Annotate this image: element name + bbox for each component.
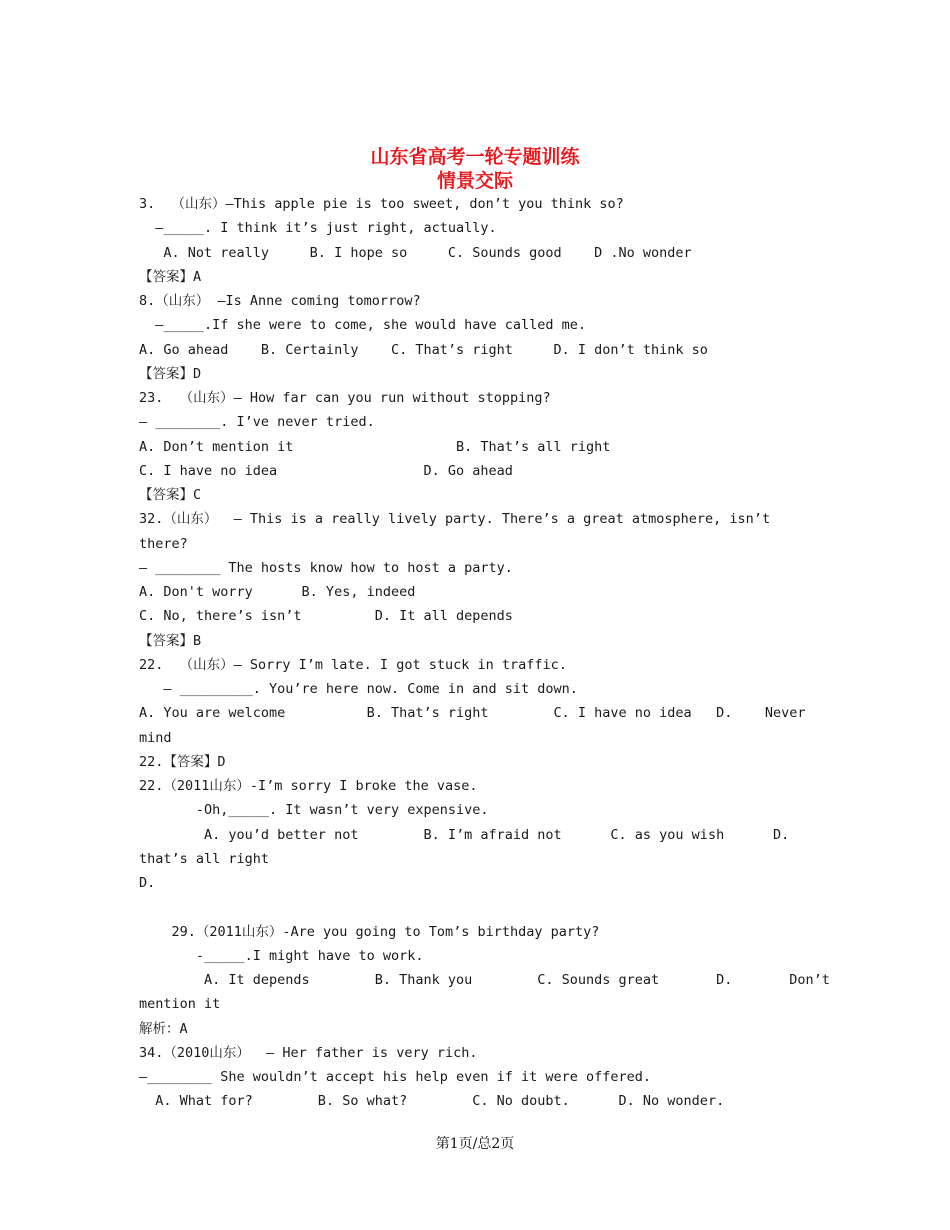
text-line: 3. （山东）—This apple pie is too sweet, don’t you think so? [139,196,624,212]
text-line: — _________. You’re here now. Come in and sit down. [139,681,578,697]
text-line: A. What for? B. So what? C. No doubt. D. No wonder. [139,1093,725,1110]
text-line: 22.【答案】D [139,753,226,770]
text-line: A. Not really B. I hope so C. Sounds good D .No wonder [139,244,692,261]
text-line: —________ She wouldn’t accept his help even if it were offered. [139,1069,652,1085]
text-line: 32.（山东） — This is a really lively party. There’s a great atmosphere, isn’t [139,511,771,528]
text-line: that’s all right [139,850,270,867]
text-line: —_____.If she were to come, she would have called me. [139,317,587,334]
text-line: A. you’d better not B. I’m afraid not C. as you wish D. [139,826,790,843]
text-line: 22. （山东）— Sorry I’m late. I got stuck in traffic. [139,656,567,673]
text-line: A. Don't worry B. Yes, indeed [139,584,416,600]
text-line: 【答案】A [139,268,202,285]
text-line: 【答案】B [139,632,202,649]
text-line: 22.（2011山东）-I’m sorry I broke the vase. [139,778,478,794]
text-line: A. You are welcome B. That’s right C. I have no idea D. Never [139,705,806,722]
text-line: 【答案】D [139,365,202,382]
text-line: 29.（2011山东）-Are you going to Tom’s birthday party? [139,923,600,940]
text-line: A. Don’t mention it B. That’s all right [139,438,611,455]
text-line: 【答案】C [139,487,202,503]
text-line: 23. （山东）— How far can you run without stopping? [139,390,551,406]
text-line: C. No, there’s isn’t D. It all depends [139,608,513,625]
text-line: there? [139,535,188,552]
text-line: 8.（山东） —Is Anne coming tomorrow? [139,293,421,309]
text-line: — ________. I’ve never tried. [139,414,375,431]
document-title: 山东省高考一轮专题训练 [370,146,580,168]
text-line: — ________ The hosts know how to host a party. [139,559,513,576]
document-subtitle: 情景交际 [436,170,513,192]
text-line: mention it [139,996,221,1013]
text-line: mind [139,729,172,746]
text-line: -Oh,_____. It wasn’t very expensive. [139,802,489,819]
page-footer: 第1页/总2页 [435,1136,515,1152]
text-line: A. It depends B. Thank you C. Sounds great D. Don’t [139,972,830,988]
text-line: —_____. I think it’s just right, actually. [139,220,497,237]
text-line: 34.（2010山东） — Her father is very rich. [139,1044,478,1061]
text-line: C. I have no idea D. Go ahead [139,462,513,479]
text-line: 解析：A [139,1020,188,1037]
text-line: -_____.I might have to work. [139,947,424,964]
text-line: A. Go ahead B. Certainly C. That’s right D. I don’t think so [139,341,708,358]
text-line: D. [139,875,156,891]
